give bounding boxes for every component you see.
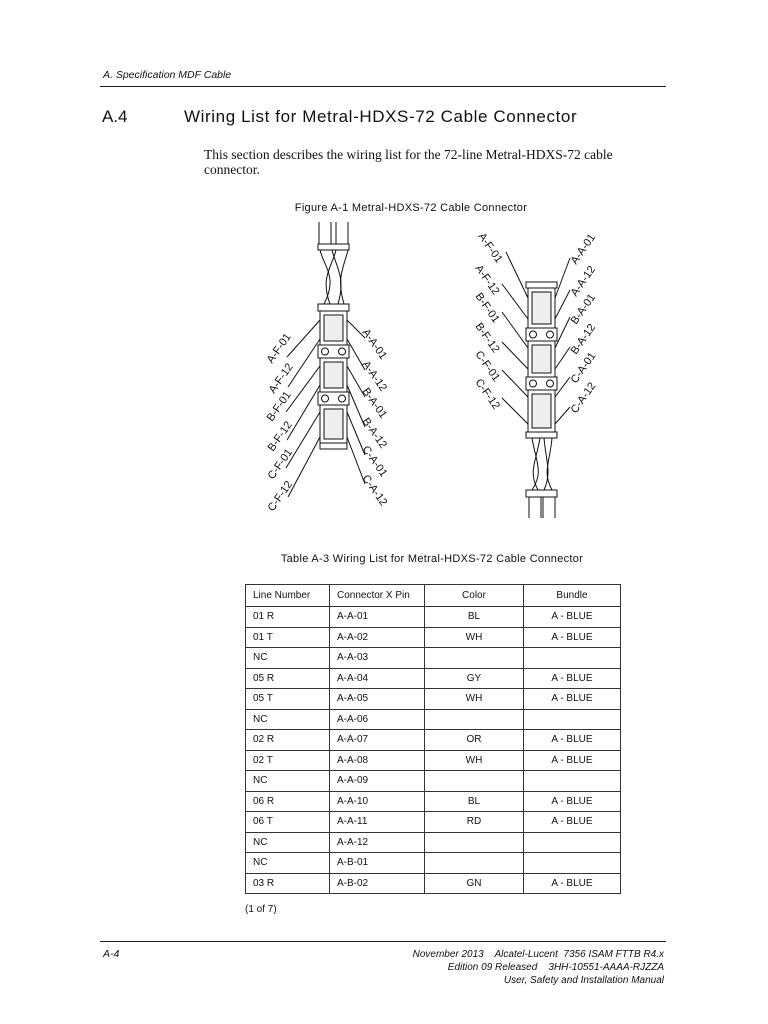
- cell-color: [425, 709, 524, 730]
- table-row: [246, 873, 621, 894]
- left-label-a-a-01: A-A-01: [359, 326, 390, 362]
- header-rule: [100, 86, 666, 87]
- footer-rule: [100, 941, 666, 942]
- cell-color: RD: [425, 812, 524, 833]
- table-row: [246, 812, 621, 833]
- footer-line-1: November 2013 Alcatel-Lucent 7356 ISAM FTTB R4.x: [412, 949, 664, 960]
- table-row: [246, 832, 621, 853]
- cell-bundle: A - BLUE: [524, 689, 621, 710]
- column-header-connector-pin: Connector X Pin: [330, 585, 425, 607]
- right-label-c-a-12: C-A-12: [568, 380, 599, 416]
- cell-color: WH: [425, 689, 524, 710]
- right-label-a-a-01: A-A-01: [568, 231, 599, 267]
- cell-bundle: A - BLUE: [524, 668, 621, 689]
- right-label-a-a-12: A-A-12: [568, 263, 599, 299]
- table-row: [246, 750, 621, 771]
- cell-line-number: 03 R: [246, 873, 330, 894]
- cell-connector-pin: A-A-02: [330, 627, 425, 648]
- cell-connector-pin: A-B-02: [330, 873, 425, 894]
- cell-line-number: NC: [246, 832, 330, 853]
- cell-line-number: NC: [246, 853, 330, 874]
- cell-bundle: [524, 832, 621, 853]
- table-row: [246, 771, 621, 792]
- footer-line-3: User, Safety and Installation Manual: [503, 975, 664, 986]
- cell-line-number: 06 T: [246, 812, 330, 833]
- table-continuation: (1 of 7): [245, 904, 277, 915]
- cell-color: WH: [425, 750, 524, 771]
- left-label-a-f-12: A-F-12: [266, 361, 296, 396]
- right-label-c-a-01: C-A-01: [568, 350, 599, 386]
- cell-bundle: A - BLUE: [524, 873, 621, 894]
- column-header-line-number: Line Number: [246, 585, 330, 607]
- cell-color: [425, 853, 524, 874]
- table-row: [246, 709, 621, 730]
- left-label-b-f-12: B-F-12: [265, 419, 295, 454]
- left-label-a-f-01: A-F-01: [264, 331, 294, 366]
- section-title: Wiring List for Metral-HDXS-72 Cable Connector: [184, 107, 578, 126]
- cell-line-number: NC: [246, 648, 330, 669]
- cell-color: WH: [425, 627, 524, 648]
- cell-line-number: 02 T: [246, 750, 330, 771]
- cell-connector-pin: A-A-03: [330, 648, 425, 669]
- connector-figure: [240, 222, 640, 522]
- cell-bundle: A - BLUE: [524, 730, 621, 751]
- cell-bundle: A - BLUE: [524, 791, 621, 812]
- wiring-table: [245, 584, 621, 894]
- left-connector-labels-right: [360, 327, 390, 508]
- cell-color: [425, 648, 524, 669]
- left-label-a-a-12: A-A-12: [359, 358, 390, 394]
- footer-line-2: Edition 09 Released 3HH-10551-AAAA-RJZZA: [447, 962, 664, 973]
- left-label-c-a-12: C-A-12: [359, 472, 390, 509]
- right-connector-labels-left: [473, 231, 505, 412]
- left-label-c-f-12: C-F-12: [265, 478, 296, 514]
- cell-color: GN: [425, 873, 524, 894]
- cell-color: GY: [425, 668, 524, 689]
- cell-bundle: [524, 648, 621, 669]
- cell-line-number: 06 R: [246, 791, 330, 812]
- left-label-b-a-01: B-A-01: [359, 385, 390, 421]
- cell-line-number: 02 R: [246, 730, 330, 751]
- cell-bundle: [524, 771, 621, 792]
- cell-color: BL: [425, 791, 524, 812]
- table-row: [246, 853, 621, 874]
- cell-color: [425, 771, 524, 792]
- right-label-a-f-12: A-F-12: [472, 262, 502, 298]
- right-label-c-f-12: C-F-12: [472, 376, 503, 412]
- cell-connector-pin: A-B-01: [330, 853, 425, 874]
- cell-connector-pin: A-A-05: [330, 689, 425, 710]
- cell-line-number: NC: [246, 709, 330, 730]
- cell-bundle: [524, 709, 621, 730]
- left-connector-labels-left: [265, 331, 296, 513]
- section-intro: This section describes the wiring list for the 72-line Metral-HDXS-72 cable connector.: [204, 147, 613, 177]
- column-header-bundle: Bundle: [524, 585, 621, 607]
- left-label-b-f-01: B-F-01: [264, 389, 294, 424]
- table-row: [246, 668, 621, 689]
- page-number: A-4: [103, 948, 120, 960]
- cell-line-number: 01 R: [246, 607, 330, 628]
- right-label-a-f-01: A-F-01: [475, 230, 505, 266]
- right-label-c-f-01: C-F-01: [472, 348, 503, 384]
- section-number: A.4: [102, 107, 128, 126]
- figure-caption: Figure A-1 Metral-HDXS-72 Cable Connector: [294, 202, 528, 214]
- cell-connector-pin: A-A-11: [330, 812, 425, 833]
- table-header-row: [246, 585, 621, 607]
- table-caption: Table A-3 Wiring List for Metral-HDXS-72 Cable Connector: [280, 553, 584, 565]
- cell-connector-pin: A-A-07: [330, 730, 425, 751]
- cell-line-number: 01 T: [246, 627, 330, 648]
- cell-line-number: NC: [246, 771, 330, 792]
- cell-bundle: [524, 853, 621, 874]
- right-connector-drawing: [502, 252, 570, 518]
- column-header-color: Color: [425, 585, 524, 607]
- left-label-b-a-12: B-A-12: [359, 415, 390, 451]
- running-header: A. Specification MDF Cable: [103, 69, 232, 81]
- left-label-c-f-01: C-F-01: [265, 446, 296, 482]
- cell-bundle: A - BLUE: [524, 750, 621, 771]
- right-label-b-f-12: B-F-12: [472, 320, 502, 356]
- table-row: [246, 648, 621, 669]
- cell-connector-pin: A-A-10: [330, 791, 425, 812]
- left-connector-drawing: [286, 222, 365, 522]
- cell-bundle: A - BLUE: [524, 812, 621, 833]
- cell-color: [425, 832, 524, 853]
- table-row: [246, 607, 621, 628]
- cell-connector-pin: A-A-04: [330, 668, 425, 689]
- cell-connector-pin: A-A-12: [330, 832, 425, 853]
- right-label-b-a-12: B-A-12: [568, 321, 599, 357]
- footer-info: [413, 948, 664, 987]
- cell-color: BL: [425, 607, 524, 628]
- cell-connector-pin: A-A-06: [330, 709, 425, 730]
- right-connector-labels-right: [569, 232, 599, 416]
- cell-color: OR: [425, 730, 524, 751]
- table-body: [246, 607, 621, 894]
- cell-bundle: A - BLUE: [524, 607, 621, 628]
- cell-bundle: A - BLUE: [524, 627, 621, 648]
- table-row: [246, 689, 621, 710]
- left-label-c-a-01: C-A-01: [359, 443, 390, 480]
- cell-connector-pin: A-A-01: [330, 607, 425, 628]
- table-row: [246, 730, 621, 751]
- cell-line-number: 05 T: [246, 689, 330, 710]
- right-label-b-a-01: B-A-01: [568, 291, 599, 327]
- right-label-b-f-01: B-F-01: [472, 290, 502, 326]
- table-row: [246, 791, 621, 812]
- cell-line-number: 05 R: [246, 668, 330, 689]
- cell-connector-pin: A-A-09: [330, 771, 425, 792]
- table-row: [246, 627, 621, 648]
- cell-connector-pin: A-A-08: [330, 750, 425, 771]
